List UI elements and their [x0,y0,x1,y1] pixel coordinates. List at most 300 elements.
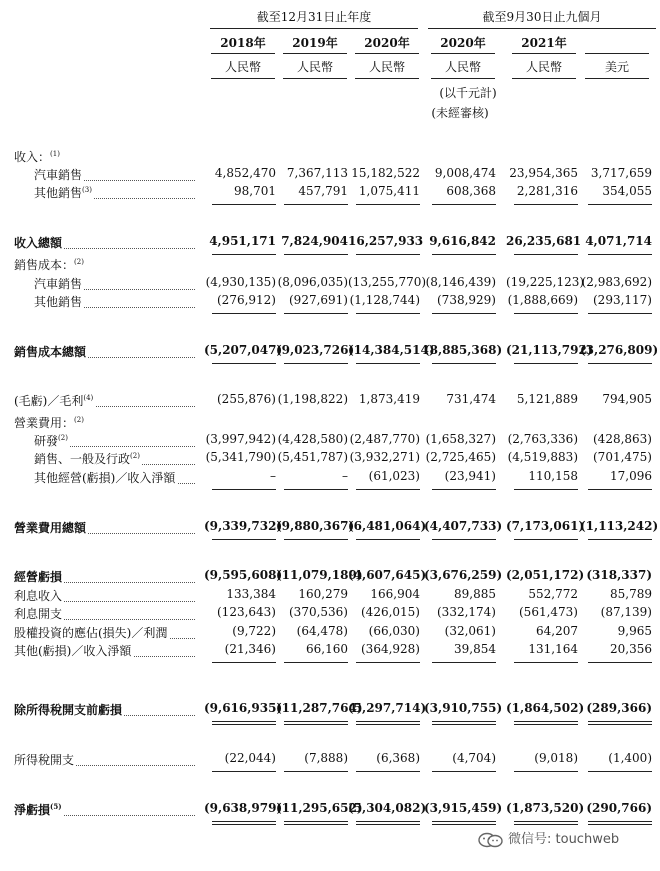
double-underline [212,821,276,825]
row-label-value: 銷售、一般及行政 [34,452,131,466]
table-cell: (4,428,580) [277,432,348,446]
row-label-value: 銷售成本： [14,258,75,272]
table-cell: 15,182,522 [351,166,420,180]
table-cell: (1,658,327) [425,432,496,446]
table-row [0,275,660,293]
row-label-text [14,236,64,250]
table-row [0,605,660,623]
table-cell: (9,616,935) [204,701,283,715]
table-cell: (3,915,459) [424,801,503,815]
double-underline [284,821,348,825]
table-cell: (9,023,726) [276,343,355,357]
row-label-value: 其他經營(虧損)／收入淨額 [34,471,176,485]
table-cell: (13,255,770) [348,275,427,289]
year-underline [512,53,576,54]
table-cell: (364,928) [361,642,420,656]
table-cell: 17,096 [610,469,652,483]
footnote-marker: (2) [74,416,84,424]
footnote-marker: (4) [83,394,94,402]
row-label-text [34,277,84,291]
table-row [0,343,660,361]
row-label [14,414,86,431]
table-cell: 160,279 [298,587,348,601]
table-cell: (8,096,035) [277,275,348,289]
row-label-text [14,521,88,535]
row-label-text [34,471,177,485]
row-label-value: 其他銷售 [34,186,83,200]
table-cell: (2,725,465) [425,450,496,464]
row-label-value: 利息收入 [14,589,63,603]
table-cell: (8,885,368) [424,343,503,357]
row-label [34,275,84,292]
single-underline [284,313,348,314]
table-cell: (370,536) [289,605,348,619]
unit-label: (以千元計) [439,86,497,100]
table-cell: (11,287,764) [276,701,363,715]
row-label-value: 營業費用總額 [14,521,87,535]
double-underline [284,721,348,725]
table-cell: (1,864,502) [506,701,585,715]
table-cell: (927,691) [289,293,348,307]
currency-underline [431,78,495,79]
footnote-marker: (5) [50,802,62,811]
table-cell: (5,297,714) [348,701,427,715]
table-cell: (87,139) [600,605,652,619]
row-label [14,642,133,659]
table-cell: (9,595,608) [204,568,283,582]
table-row [0,519,660,537]
table-cell: 98,701 [234,184,276,198]
row-label-text [14,803,64,817]
single-underline [588,662,652,663]
table-cell: (5,304,082) [348,801,427,815]
year-underline [431,53,495,54]
table-cell: 1,873,419 [358,392,420,406]
year-header: 2020年 [440,36,486,50]
year-header: 2019年 [292,36,338,50]
table-cell: (21,113,792) [506,343,593,357]
double-underline [588,821,652,825]
row-label-text [14,150,62,164]
single-underline [356,204,420,205]
table-cell: (1,873,520) [506,801,585,815]
table-cell: (11,295,652) [276,801,363,815]
table-cell: 133,384 [226,587,276,601]
currency-header: 人民幣 [368,60,405,74]
table-cell: (19,225,123) [506,275,585,289]
row-label-text [14,644,133,658]
table-cell: 9,008,474 [434,166,496,180]
table-cell: 608,368 [446,184,496,198]
table-cell: 552,772 [528,587,578,601]
row-label [14,519,88,536]
row-label-value: 經營虧損 [14,570,63,584]
single-underline [356,313,420,314]
row-label-value: (毛虧)／毛利 [14,394,84,408]
table-cell: 89,885 [454,587,496,601]
row-label [14,343,88,360]
table-cell: (9,638,979) [204,801,283,815]
year-underline [355,53,419,54]
table-row [0,234,660,252]
single-underline [212,313,276,314]
table-row [0,450,660,468]
currency-underline [211,78,275,79]
single-underline [212,539,276,540]
watermark [478,828,619,848]
single-underline [356,254,420,255]
currency-header: 人民幣 [296,60,333,74]
table-cell: 166,904 [370,587,420,601]
single-underline [432,489,496,490]
row-label-value: 其他銷售 [34,295,83,309]
row-label [14,234,64,251]
currency-underline [585,78,649,79]
single-underline [588,204,652,205]
table-cell: (7,888) [304,751,348,765]
table-cell: 39,854 [454,642,496,656]
single-underline [212,662,276,663]
table-row [0,624,660,642]
single-underline [284,539,348,540]
table-cell: (9,018) [534,751,578,765]
table-cell: (9,880,367) [276,519,355,533]
table-cell: 794,905 [602,392,652,406]
single-underline [212,771,276,772]
table-cell: 66,160 [306,642,348,656]
table-cell: 110,158 [528,469,578,483]
unaudited-label: (未經審核) [431,106,489,120]
header-group-annual: 截至12月31日止年度 [256,10,372,24]
table-row [0,392,660,410]
table-cell: 85,789 [610,587,652,601]
currency-underline [512,78,576,79]
year-header: 2018年 [220,36,266,50]
table-cell: 4,951,171 [209,234,276,248]
row-label-text [14,753,76,767]
table-cell: (561,473) [519,605,578,619]
row-label-value: 汽車銷售 [34,277,83,291]
single-underline [588,363,652,364]
double-underline [212,721,276,725]
single-underline [432,539,496,540]
currency-header: 美元 [604,60,629,74]
table-cell: (1,400) [608,751,652,765]
table-cell: 5,121,889 [516,392,578,406]
row-label-value: 研發 [34,434,59,448]
table-cell: (1,888,669) [507,293,578,307]
table-cell: (428,863) [593,432,652,446]
table-cell: (276,912) [217,293,276,307]
table-cell: (21,346) [224,642,276,656]
row-label [34,293,84,310]
table-cell: 4,071,714 [585,234,652,248]
footnote-marker: (2) [74,258,84,266]
table-cell: – [270,469,276,483]
row-label [34,450,142,467]
table-cell: (3,932,271) [349,450,420,464]
single-underline [432,313,496,314]
row-label-value: 利息開支 [14,607,63,621]
single-underline [588,771,652,772]
row-label-text [14,416,86,430]
table-cell: 457,791 [298,184,348,198]
table-cell: 9,965 [617,624,652,638]
table-row [0,751,660,769]
row-label-text [14,570,64,584]
row-label-value: 所得稅開支 [14,753,75,767]
table-cell: (290,766) [586,801,652,815]
single-underline [284,204,348,205]
single-underline [514,363,578,364]
single-underline [284,771,348,772]
table-cell: 1,075,411 [358,184,420,198]
table-cell: (318,337) [586,568,652,582]
table-row [0,166,660,184]
double-underline [514,721,578,725]
table-cell: 23,954,365 [509,166,578,180]
table-cell: (1,128,744) [349,293,420,307]
single-underline [432,662,496,663]
table-cell: (3,276,809) [580,343,659,357]
table-cell: 3,717,659 [590,166,652,180]
row-label [14,701,124,718]
year-underline [283,53,347,54]
row-label-text [34,295,84,309]
row-label-text [14,626,169,640]
single-underline [212,204,276,205]
table-cell: 16,257,933 [348,234,424,248]
table-cell: (4,930,135) [205,275,276,289]
table-row [0,432,660,450]
table-cell: (64,478) [296,624,348,638]
single-underline [514,662,578,663]
table-cell: (5,451,787) [277,450,348,464]
single-underline [356,771,420,772]
table-cell: (5,341,790) [205,450,276,464]
table-cell: (9,722) [232,624,276,638]
double-underline [356,821,420,825]
row-label-text [14,589,64,603]
table-row [0,701,660,719]
single-underline [356,539,420,540]
wechat-icon [478,832,504,848]
row-label-text [14,394,95,408]
table-cell: (2,051,172) [506,568,585,582]
row-label-text [14,258,86,272]
currency-header: 人民幣 [444,60,481,74]
single-underline [212,254,276,255]
table-cell: (5,207,047) [204,343,283,357]
row-label-text [34,452,142,466]
row-label [34,166,84,183]
table-cell: (4,519,883) [507,450,578,464]
table-cell: 2,281,316 [516,184,578,198]
single-underline [284,662,348,663]
table-cell: (289,366) [586,701,652,715]
table-cell: (6,368) [376,751,420,765]
table-cell: (3,676,259) [424,568,503,582]
table-cell: (9,339,732) [204,519,283,533]
row-label [34,469,177,486]
table-cell: (66,030) [368,624,420,638]
row-label [14,148,62,165]
table-cell: (8,146,439) [425,275,496,289]
table-row [0,256,660,274]
currency-header: 人民幣 [525,60,562,74]
table-cell: 64,207 [536,624,578,638]
single-underline [588,539,652,540]
footnote-marker: (3) [82,186,92,194]
table-cell: (4,407,733) [424,519,503,533]
row-label-value: 汽車銷售 [34,168,83,182]
single-underline [212,489,276,490]
single-underline [212,363,276,364]
single-underline [432,363,496,364]
row-label [14,801,64,818]
double-underline [588,721,652,725]
row-label-text [14,703,124,717]
row-label-value: 銷售成本總額 [14,345,87,359]
single-underline [356,489,420,490]
table-cell: (332,174) [437,605,496,619]
row-label-value: 其他(虧損)／收入淨額 [14,644,132,658]
table-cell: 20,356 [610,642,652,656]
row-label-value: 淨虧損 [14,803,51,817]
table-cell: (738,929) [437,293,496,307]
single-underline [432,204,496,205]
row-label-value: 股權投資的應佔(損失)／利潤 [14,626,168,640]
table-cell: 4,852,470 [214,166,276,180]
single-underline [284,489,348,490]
double-underline [356,721,420,725]
row-label [14,605,64,622]
row-label [14,587,64,604]
row-label-value: 除所得稅開支前虧損 [14,703,123,717]
row-label [14,624,169,641]
table-row [0,148,660,166]
single-underline [432,771,496,772]
double-underline [432,721,496,725]
table-cell: (701,475) [593,450,652,464]
table-cell: 9,616,842 [429,234,496,248]
row-label-text [14,345,88,359]
table-row [0,184,660,202]
year-header: 2020年 [364,36,410,50]
single-underline [514,539,578,540]
table-cell: 731,474 [446,392,496,406]
header-rule-annual [210,28,418,29]
header-group-nine-months: 截至9月30日止九個月 [482,10,602,24]
table-row [0,568,660,586]
table-cell: (1,198,822) [277,392,348,406]
currency-header: 人民幣 [224,60,261,74]
table-cell: – [342,469,348,483]
year-underline [211,53,275,54]
table-cell: (1,113,242) [580,519,659,533]
single-underline [588,489,652,490]
table-cell: 354,055 [602,184,652,198]
table-row [0,587,660,605]
table-cell: (2,487,770) [349,432,420,446]
double-underline [432,821,496,825]
single-underline [514,771,578,772]
footnote-marker: (2) [130,452,140,460]
table-row [0,642,660,660]
year-header: 2021年 [521,36,567,50]
table-cell: (2,763,336) [507,432,578,446]
single-underline [432,254,496,255]
footnote-marker: (1) [50,150,60,158]
table-cell: (32,061) [444,624,496,638]
table-cell: (7,173,061) [506,519,585,533]
row-label-value: 收入： [14,150,51,164]
header-rule-nine-months [428,28,656,29]
footnote-marker: (2) [58,434,68,442]
table-cell: 7,367,113 [286,166,348,180]
double-underline [514,821,578,825]
single-underline [514,313,578,314]
single-underline [588,254,652,255]
row-label-text [14,607,64,621]
single-underline [588,313,652,314]
table-row [0,469,660,487]
row-label [14,568,64,585]
table-cell: 7,824,904 [281,234,348,248]
row-label [34,432,70,449]
table-cell: (2,983,692) [581,275,652,289]
row-label [14,256,86,273]
single-underline [514,254,578,255]
watermark-text: 微信号: touchweb [508,832,620,847]
row-label [14,392,95,409]
table-row [0,801,660,819]
table-cell: (255,876) [217,392,276,406]
table-cell: (3,997,942) [205,432,276,446]
single-underline [356,662,420,663]
table-cell: (4,704) [452,751,496,765]
table-cell: (123,643) [217,605,276,619]
table-row [0,293,660,311]
single-underline [356,363,420,364]
currency-underline [283,78,347,79]
table-cell: (61,023) [368,469,420,483]
row-label-text [34,168,84,182]
table-cell: (3,910,755) [424,701,503,715]
table-cell: (4,607,645) [348,568,427,582]
table-cell: (11,079,189) [276,568,363,582]
table-cell: (22,044) [224,751,276,765]
single-underline [514,204,578,205]
table-cell: (23,941) [444,469,496,483]
table-cell: (14,384,514) [348,343,435,357]
single-underline [284,254,348,255]
table-cell: (6,481,064) [348,519,427,533]
row-label-value: 營業費用： [14,416,75,430]
table-cell: (293,117) [593,293,652,307]
row-label [14,751,76,768]
table-cell: (426,015) [361,605,420,619]
row-label-value: 收入總額 [14,236,63,250]
single-underline [284,363,348,364]
row-label [34,184,94,201]
table-row [0,414,660,432]
row-label-text [34,186,94,200]
currency-underline [355,78,419,79]
single-underline [514,489,578,490]
year-underline [585,53,649,54]
table-cell: 26,235,681 [506,234,582,248]
